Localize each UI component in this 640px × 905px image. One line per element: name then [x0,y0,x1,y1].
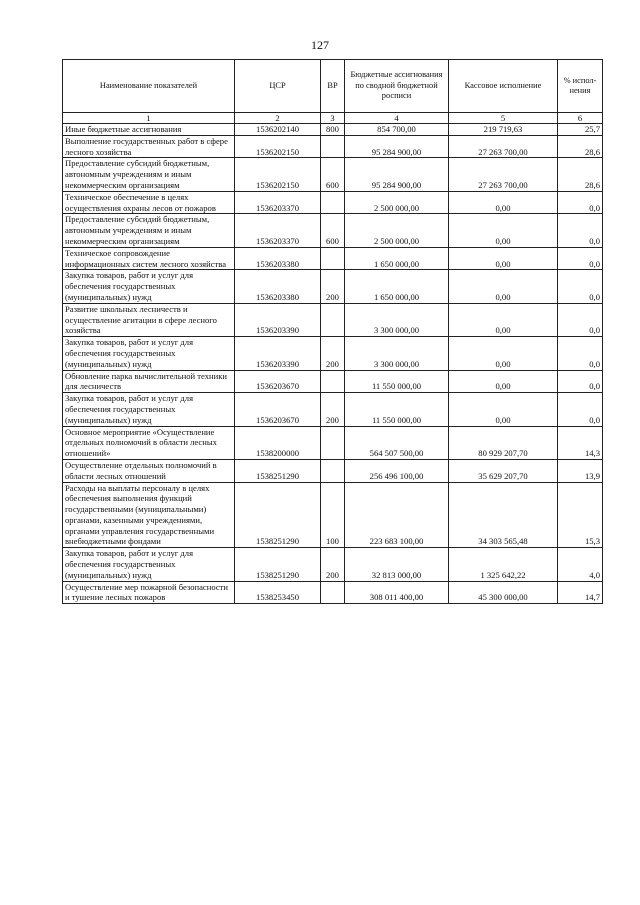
row-pct: 28,6 [558,135,603,158]
row-cash: 0,00 [449,393,558,426]
row-pct: 28,6 [558,158,603,191]
row-csr: 1536203370 [235,191,321,214]
table-row [63,124,603,136]
row-vr [321,370,345,393]
row-csr: 1536203390 [235,337,321,370]
row-pct: 14,3 [558,426,603,459]
row-vr [321,191,345,214]
row-name: Закупка товаров, работ и услуг для обеспечения государственных (муниципальных) нужд [63,270,235,303]
column-number: 5 [449,113,558,124]
row-plan: 32 813 000,00 [345,548,449,581]
row-name: Техническое обеспечение в целях осуществления охраны лесов от пожаров [63,191,235,214]
row-plan: 308 011 400,00 [345,581,449,604]
header-vr: ВР [321,60,345,113]
row-name: Выполнение государственных работ в сфере лесного хозяйства [63,135,235,158]
row-pct: 0,0 [558,247,603,270]
row-vr: 600 [321,158,345,191]
page-number: 127 [311,38,329,52]
row-pct: 14,7 [558,581,603,604]
row-name: Закупка товаров, работ и услуг для обеспечения государственных (муниципальных) нужд [63,548,235,581]
row-cash: 35 629 207,70 [449,459,558,482]
table-row [63,158,603,191]
row-plan: 11 550 000,00 [345,370,449,393]
row-vr [321,581,345,604]
row-csr: 1538251290 [235,548,321,581]
table-row [63,303,603,336]
row-vr: 200 [321,548,345,581]
table-row [63,270,603,303]
row-vr [321,426,345,459]
column-number-row [63,113,603,124]
column-number: 6 [558,113,603,124]
row-plan: 564 507 500,00 [345,426,449,459]
row-pct: 0,0 [558,370,603,393]
row-name: Закупка товаров, работ и услуг для обеспечения государственных (муниципальных) нужд [63,393,235,426]
row-vr: 800 [321,124,345,136]
table-row [63,135,603,158]
table-row [63,337,603,370]
row-cash: 0,00 [449,214,558,247]
row-cash: 27 263 700,00 [449,135,558,158]
row-csr: 1538253450 [235,581,321,604]
row-vr [321,303,345,336]
row-name: Развитие школьных лесничеств и осуществление агитации в сфере лесного хозяйства [63,303,235,336]
row-cash: 27 263 700,00 [449,158,558,191]
table-body [63,124,603,604]
row-csr: 1536202140 [235,124,321,136]
table-row [63,426,603,459]
row-plan: 854 700,00 [345,124,449,136]
row-csr: 1538251290 [235,459,321,482]
row-pct: 4,0 [558,548,603,581]
row-plan: 223 683 100,00 [345,482,449,548]
row-csr: 1536203380 [235,247,321,270]
row-plan: 3 300 000,00 [345,337,449,370]
row-csr: 1536203670 [235,393,321,426]
row-csr: 1536202150 [235,135,321,158]
row-csr: 1536203380 [235,270,321,303]
row-cash: 0,00 [449,191,558,214]
row-pct: 0,0 [558,214,603,247]
row-name: Техническое сопровождение информационных систем лесного хозяйства [63,247,235,270]
row-name: Обновление парка вычислительной техники для лесничеств [63,370,235,393]
table-row [63,581,603,604]
row-name: Иные бюджетные ассигнования [63,124,235,136]
row-plan: 95 284 900,00 [345,135,449,158]
table-row [63,393,603,426]
row-cash: 45 300 000,00 [449,581,558,604]
row-plan: 2 500 000,00 [345,191,449,214]
row-cash: 219 719,63 [449,124,558,136]
row-name: Предоставление субсидий бюджетным, автономным учреждениям и иным некоммерческим организациям [63,158,235,191]
row-vr [321,459,345,482]
row-pct: 25,7 [558,124,603,136]
header-csr: ЦСР [235,60,321,113]
row-cash: 0,00 [449,303,558,336]
row-plan: 95 284 900,00 [345,158,449,191]
budget-execution-table [62,59,603,604]
row-cash: 34 303 565,48 [449,482,558,548]
row-cash: 1 325 642,22 [449,548,558,581]
row-plan: 1 650 000,00 [345,270,449,303]
row-csr: 1536203390 [235,303,321,336]
row-csr: 1536203670 [235,370,321,393]
row-pct: 0,0 [558,393,603,426]
row-pct: 0,0 [558,270,603,303]
column-number: 2 [235,113,321,124]
row-cash: 0,00 [449,337,558,370]
row-pct: 0,0 [558,337,603,370]
row-name: Расходы на выплаты персоналу в целях обеспечения выполнения функций государственными (муниципальными) органами, казенными учреждениями, органами управления государственными внебюджетными фондами [63,482,235,548]
column-number: 3 [321,113,345,124]
header-cash: Кассовое исполнение [449,60,558,113]
row-pct: 0,0 [558,191,603,214]
row-pct: 15,3 [558,482,603,548]
column-number: 4 [345,113,449,124]
row-name: Осуществление мер пожарной безопасности и тушение лесных пожаров [63,581,235,604]
table-row [63,247,603,270]
header-name: Наименование показателей [63,60,235,113]
row-cash: 0,00 [449,247,558,270]
row-vr: 200 [321,337,345,370]
table-row [63,191,603,214]
table-row [63,370,603,393]
row-cash: 0,00 [449,270,558,303]
row-plan: 1 650 000,00 [345,247,449,270]
row-plan: 3 300 000,00 [345,303,449,336]
row-cash: 0,00 [449,370,558,393]
row-vr [321,247,345,270]
row-vr: 200 [321,393,345,426]
row-vr: 200 [321,270,345,303]
row-csr: 1536203370 [235,214,321,247]
table-row [63,459,603,482]
row-vr [321,135,345,158]
row-name: Осуществление отдельных полномочий в области лесных отношений [63,459,235,482]
row-plan: 11 550 000,00 [345,393,449,426]
row-vr: 100 [321,482,345,548]
header-pct: % испол-нения [558,60,603,113]
table-row [63,482,603,548]
row-pct: 13,9 [558,459,603,482]
row-cash: 80 929 207,70 [449,426,558,459]
row-csr: 1536202150 [235,158,321,191]
row-pct: 0,0 [558,303,603,336]
row-plan: 2 500 000,00 [345,214,449,247]
table-row [63,214,603,247]
row-vr: 600 [321,214,345,247]
row-plan: 256 496 100,00 [345,459,449,482]
header-row [63,60,603,113]
table-row [63,548,603,581]
row-csr: 1538200000 [235,426,321,459]
row-name: Основное мероприятие «Осуществление отдельных полномочий в области лесных отношений» [63,426,235,459]
row-csr: 1538251290 [235,482,321,548]
row-name: Предоставление субсидий бюджетным, автономным учреждениям и иным некоммерческим организациям [63,214,235,247]
row-name: Закупка товаров, работ и услуг для обеспечения государственных (муниципальных) нужд [63,337,235,370]
column-number: 1 [63,113,235,124]
header-plan: Бюджетные ассигнования по сводной бюджетной росписи [345,60,449,113]
